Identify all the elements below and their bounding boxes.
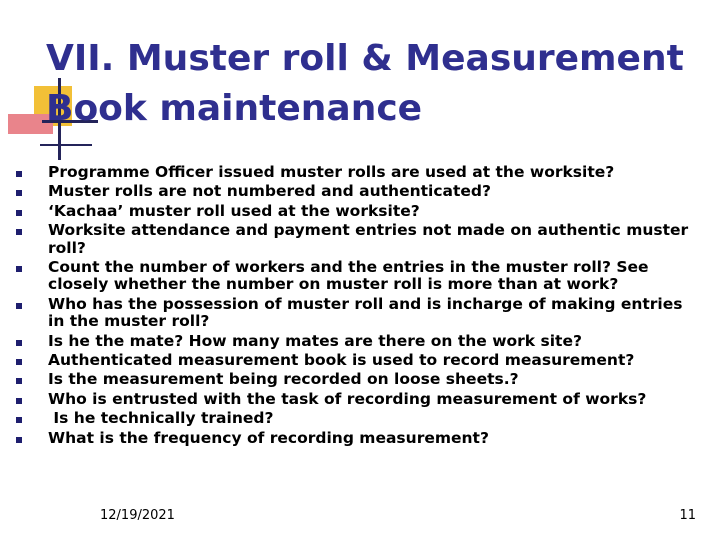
bullet-item [14, 296, 704, 331]
bullet-item [14, 183, 704, 200]
bullet-text: What is the frequency of recording measurement? [48, 428, 489, 447]
bullet-text: ‘Kachaa’ muster roll used at the worksite? [48, 201, 420, 220]
slide-title [46, 34, 706, 134]
slide-title-line-2: Book maintenance [46, 88, 423, 129]
square-bullet-icon [16, 359, 22, 365]
bullet-item [14, 164, 704, 181]
bullet-text: Count the number of workers and the entries in the muster roll? See closely whether the number on muster roll is more than at work? [48, 258, 649, 294]
decorative-horizontal-line-lower [40, 144, 92, 146]
bullet-text: Programme Officer issued muster rolls are used at the worksite? [48, 163, 615, 181]
bullet-item [14, 222, 704, 257]
bullet-text: Worksite attendance and payment entries not made on authentic muster roll? [48, 221, 689, 257]
bullet-text: Is he technically trained? [48, 409, 274, 428]
bullet-text: Muster rolls are not numbered and authenticated? [48, 182, 492, 201]
bullet-text: Who is entrusted with the task of recording measurement of works? [48, 389, 647, 408]
square-bullet-icon [16, 437, 22, 443]
square-bullet-icon [16, 398, 22, 404]
bullet-item [14, 333, 704, 350]
footer-date: 12/19/2021 [100, 508, 175, 523]
bullet-item [14, 203, 704, 220]
bullet-text: Authenticated measurement book is used to record measurement? [48, 351, 635, 370]
square-bullet-icon [16, 340, 22, 346]
slide-title-line-1: VII. Muster roll & Measurement [46, 38, 684, 79]
bullet-text: Who has the possession of muster roll and is incharge of making entries in the muster roll? [48, 294, 683, 331]
square-bullet-icon [16, 210, 22, 216]
square-bullet-icon [16, 171, 22, 177]
bullet-item [14, 259, 704, 294]
bullet-item [14, 410, 704, 427]
square-bullet-icon [16, 229, 22, 235]
bullet-item [14, 352, 704, 369]
square-bullet-icon [16, 190, 22, 196]
bullet-item [14, 430, 704, 447]
bullet-item [14, 391, 704, 408]
bullet-list [14, 164, 704, 449]
bullet-text: Is he the mate? How many mates are there on the work site? [48, 331, 582, 350]
square-bullet-icon [16, 266, 22, 272]
square-bullet-icon [16, 378, 22, 384]
square-bullet-icon [16, 417, 22, 423]
bullet-text: Is the measurement being recorded on loose sheets.? [48, 370, 519, 389]
square-bullet-icon [16, 303, 22, 309]
page-number: 11 [679, 508, 696, 523]
bullet-item [14, 371, 704, 388]
